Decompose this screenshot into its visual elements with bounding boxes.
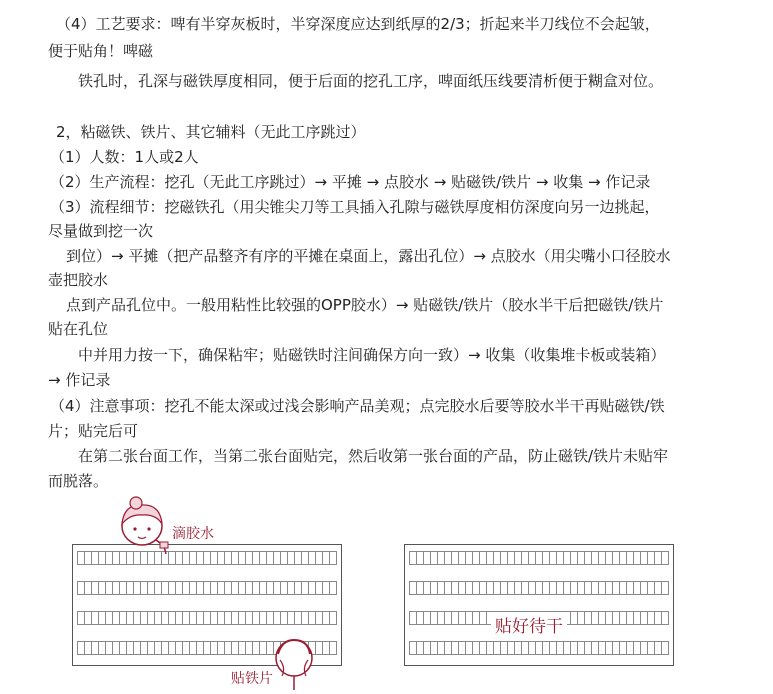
paragraph-line-18: 而脱落。 [48, 472, 109, 490]
paragraph-line-16: 片；贴完后可 [48, 422, 139, 440]
product-strip [77, 581, 337, 595]
paragraph-line-3: 铁孔时，孔深与磁铁厚度相同，便于后面的挖孔工序，啤面纸压线要清析便于糊盒对位。 [78, 72, 664, 90]
paragraph-line-11: 点到产品孔位中。一般用粘性比较强的OPP胶水）→ 贴磁铁/铁片（胶水半干后把磁铁/铁片 [66, 296, 664, 314]
illustration [0, 496, 773, 694]
paragraph-line-1: （4）工艺要求：啤有半穿灰板时，半穿深度应达到纸厚的2/3；折起来半刀线位不会起皱， [56, 15, 660, 33]
paragraph-line-2: 便于贴角！啤磁 [48, 42, 154, 60]
paragraph-line-13: 中并用力按一下，确保粘牢；贴磁铁时注间确保方向一致）→ 收集（收集堆卡板或装箱） [78, 346, 666, 364]
paragraph-line-14: → 作记录 [48, 371, 111, 389]
product-strip [409, 581, 669, 595]
paragraph-line-15: （4）注意事项：挖孔不能太深或过浅会影响产品美观；点完胶水后要等胶水半干再贴磁铁/铁 [50, 397, 665, 415]
product-strip [409, 641, 669, 655]
product-strip [77, 611, 337, 625]
paragraph-line-8: 尽量做到挖一次 [48, 222, 154, 240]
glue-label: 滴胶水 [172, 526, 214, 542]
paragraph-line-9: 到位）→ 平摊（把产品整齐有序的平摊在桌面上，露出孔位）→ 点胶水（用尖嘴小口径胶水 [66, 247, 671, 265]
paragraph-line-5: （1）人数：1人或2人 [50, 148, 199, 166]
worker-head-icon [272, 638, 316, 690]
paragraph-line-17: 在第二张台面工作，当第二张台面贴完，然后收第一张台面的产品，防止磁铁/铁片未贴牢 [78, 447, 669, 465]
product-strip [409, 551, 669, 565]
paragraph-line-7: （3）流程细节：挖磁铁孔（用尖锥尖刀等工具插入孔隙与磁铁厚度相仿深度向另一边挑起， [50, 198, 660, 216]
drying-label: 贴好待干 [491, 612, 567, 637]
section-heading: 2，粘磁铁、铁片、其它辅料（无此工序跳过） [56, 123, 366, 141]
right-work-table [404, 544, 674, 666]
paragraph-line-12: 贴在孔位 [48, 320, 109, 338]
iron-label: 贴铁片 [231, 671, 273, 687]
paragraph-line-10: 壶把胶水 [48, 271, 109, 289]
paragraph-line-6: （2）生产流程：挖孔（无此工序跳过）→ 平摊 → 点胶水 → 贴磁铁/铁片 → 收集 → 作记录 [50, 173, 651, 191]
